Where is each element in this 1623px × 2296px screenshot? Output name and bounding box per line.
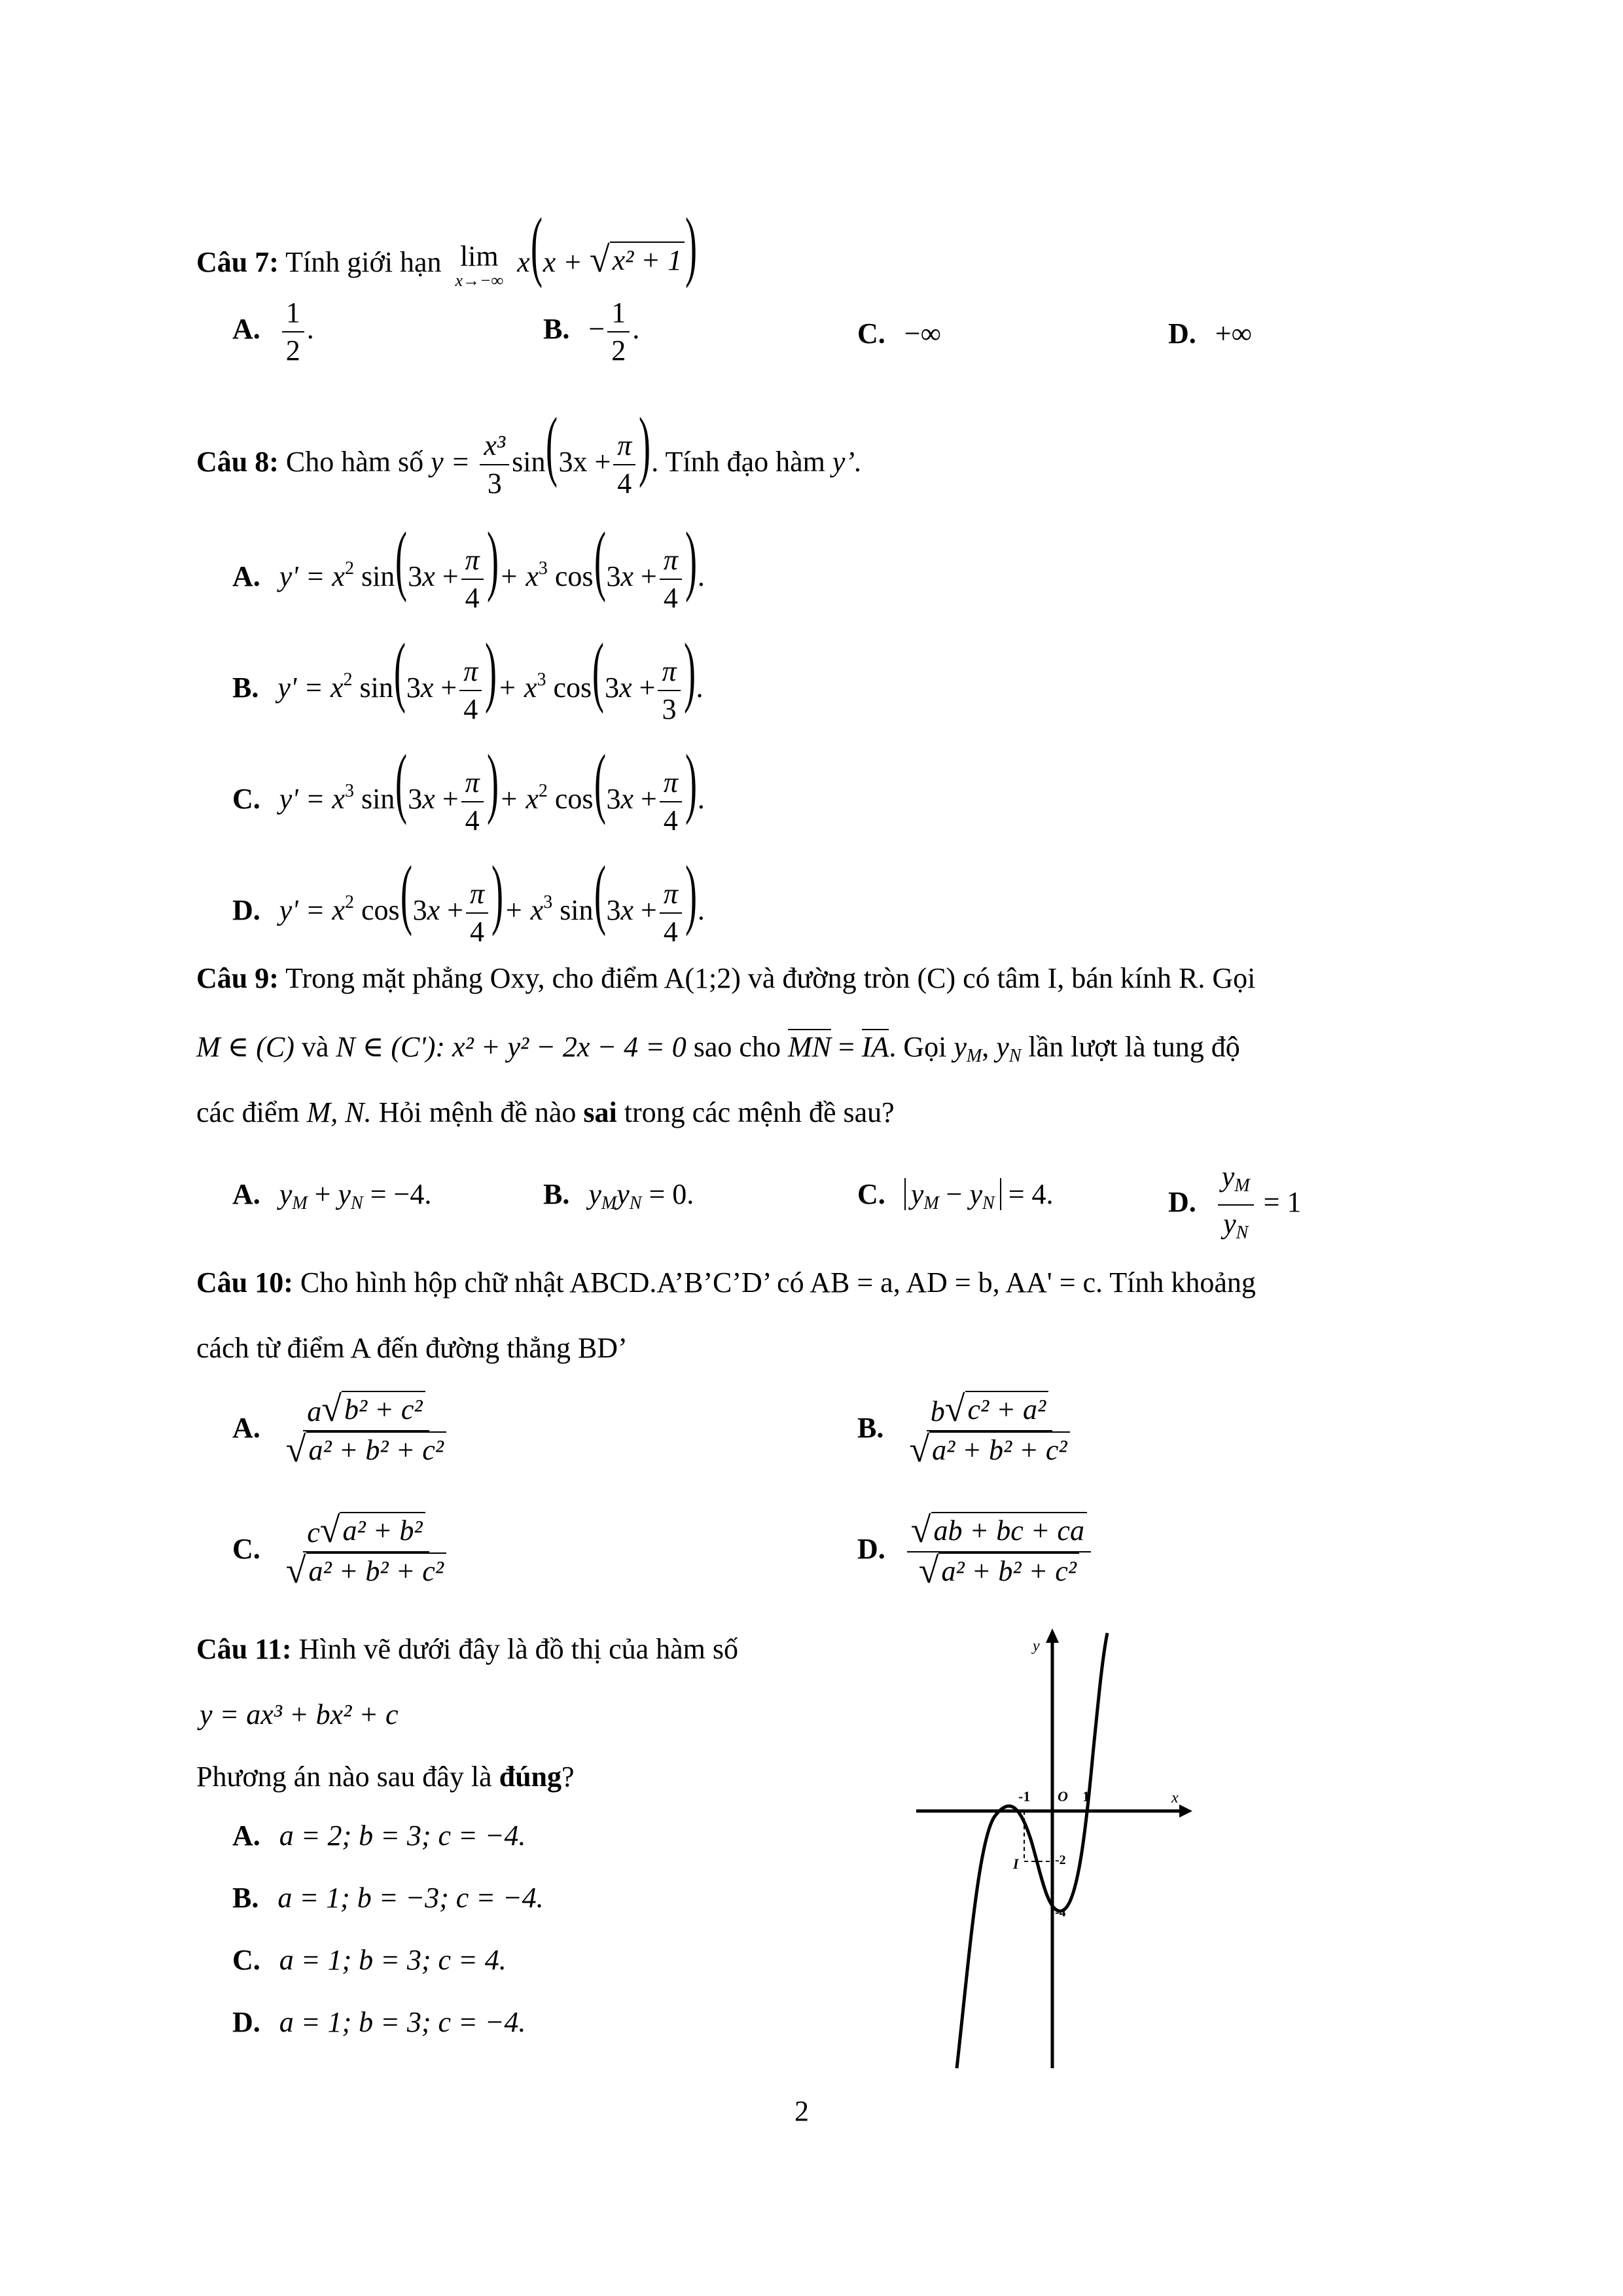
q8-option-a[interactable]: A. $y' = x^2$ sin(3x + $\frac{\pi}{4}$ )+ $x^3$ cos(3x + $\frac{\pi}{4}$ ). [232,516,705,614]
origin-label: O [1058,1788,1068,1804]
q8-option-b[interactable]: B. $y' = x^2$ sin(3x + $\frac{\pi}{4}$ )+ $x^3$ cos(3x + $\frac{\pi}{3}$ ). [232,627,704,725]
q8-stem: Câu 8: Cho hàm số y = $\frac{\text{x³}}{3}$ sin(3x + $\frac{\pi}{4}$ ). Tính đạo hàm y’. [196,401,863,499]
point-label-neg4: -4 [1055,1905,1066,1920]
page-number: 2 [794,2095,809,2127]
y-axis-arrow [1046,1628,1059,1643]
q10-stem-line2: cách từ điểm A đến đường thẳng BD’ [196,1332,628,1364]
point-label-neg2: -2 [1055,1853,1066,1867]
q7-option-d[interactable]: D. +∞ [1168,317,1252,350]
q10-option-b[interactable]: B. b √ c² + a² √ a² + b² + c² [857,1391,1077,1471]
q7-text: Tính giới hạn [285,246,442,278]
q7-label: Câu 7: [196,246,279,278]
q11-function: y = ax³ + bx² + c [200,1698,399,1731]
q11-option-c[interactable]: C. a = 1; b = 3; c = 4. [232,1944,507,1976]
q10-option-a[interactable]: A. a √ b² + c² √ a² + b² + c² [232,1391,453,1471]
tick-label-1: 1 [1082,1788,1090,1804]
q10-option-c[interactable]: C. c √ a² + b² √ a² + b² + c² [232,1512,453,1592]
vector-ia: IA [862,1028,889,1067]
q7-option-c[interactable]: C. −∞ [857,317,941,350]
inflection-label: I [1013,1856,1019,1872]
q9-stem-line2: M ∈ (C) và N ∈ (C'): x² + y² − 2x − 4 = 0 sao cho MN = IA. Gọi $y_M$, $y_N$ lần lượt là tung độ [196,1028,1240,1076]
cubic-graph [910,1623,1198,2075]
tick-label-neg1: -1 [1018,1788,1031,1804]
x-axis-arrow [1179,1804,1192,1818]
q7-option-b[interactable]: B. − $\frac{1}{2}$ . [543,295,639,369]
q9-option-d[interactable]: D. $\frac{y_M}{y_N}$ = 1 [1168,1158,1301,1251]
q10-option-d[interactable]: D. √ ab + bc + ca √ a² + b² + c² [857,1512,1094,1592]
q9-stem-line3: các điểm M, N. Hỏi mệnh đề nào sai trong các mệnh đề sau? [196,1096,895,1128]
q9-option-b[interactable]: B. $y_My_N = 0$. [543,1178,694,1213]
q10-label: Câu 10: [196,1266,293,1299]
q11-stem-line3: Phương án nào sau đây là đúng? [196,1761,575,1793]
vector-mn: MN [788,1028,831,1067]
q11-option-a[interactable]: A. a = 2; b = 3; c = −4. [232,1820,526,1852]
q9-label: Câu 9: [196,962,279,994]
q7-sqrt: √ x² + 1 [590,242,685,278]
q11-label: Câu 11: [196,1633,292,1665]
q7-limit: lim x→−∞ [455,240,504,290]
q11-option-d[interactable]: D. a = 1; b = 3; c = −4. [232,2006,526,2038]
q8-label: Câu 8: [196,446,279,478]
q11-stem-line1: Câu 11: Hình vẽ dưới đây là đồ thị của hàm số [196,1633,739,1665]
q7-option-a[interactable]: A. $\frac{1}{2}$ . [232,295,314,369]
q9-stem-line1: Câu 9: Trong mặt phẳng Oxy, cho điểm A(1;2) và đường tròn (C) có tâm I, bán kính R. Gọi [196,962,1256,994]
q8-option-d[interactable]: D. $y' = x^2$ cos(3x + $\frac{\pi}{4}$ )+ $x^3$ sin(3x + $\frac{\pi}{4}$ ). [232,850,705,948]
y-axis-label: y [1033,1638,1040,1655]
q11-option-b[interactable]: B. a = 1; b = −3; c = −4. [232,1882,544,1914]
q9-option-a[interactable]: A. $y_M + y_N = -4$. [232,1178,432,1213]
q9-option-c[interactable]: C. $y_M - y_N = 4$. [857,1178,1054,1213]
q7-stem: Câu 7: Tính giới hạn lim x→−∞ x(x + √ x² + 1 ) [196,202,697,290]
x-axis-label: x [1171,1789,1179,1806]
cubic-curve [957,1633,1107,2068]
q10-stem-line1: Câu 10: Cho hình hộp chữ nhật ABCD.A’B’C’D’ có AB = a, AD = b, AA' = c. Tính khoảng [196,1266,1256,1299]
q8-option-c[interactable]: C. $y' = x^3$ sin(3x + $\frac{\pi}{4}$ )+ $x^2$ cos(3x + $\frac{\pi}{4}$ ). [232,738,705,836]
